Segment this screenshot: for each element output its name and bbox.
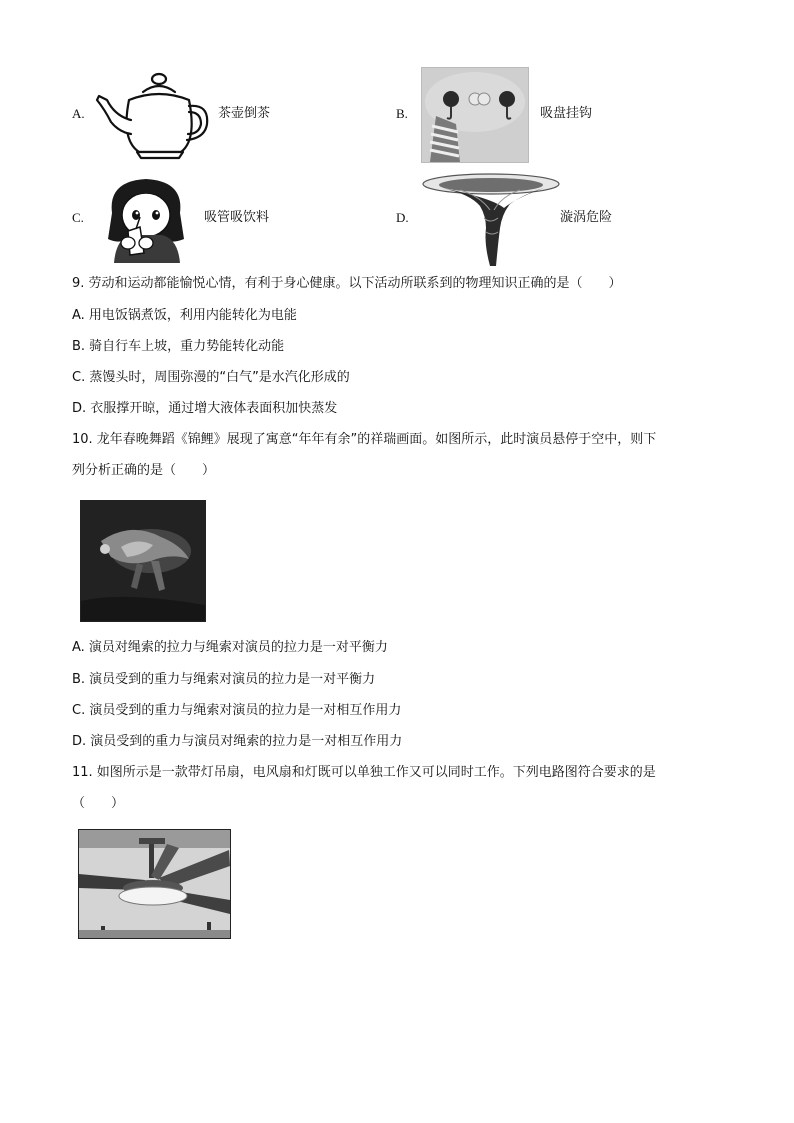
girl-drinking-straw-icon	[100, 173, 192, 263]
option-b-letter: B.	[396, 106, 408, 121]
q10-option-d: D. 演员受到的重力与演员对绳索的拉力是一对相互作用力	[72, 734, 403, 749]
option-d-letter: D.	[396, 210, 409, 225]
option-a-caption: 茶壶倒茶	[218, 106, 271, 121]
option-c-caption: 吸管吸饮料	[204, 210, 270, 225]
q11-stem-line2: （ ）	[72, 796, 125, 811]
q10-option-a: A. 演员对绳索的拉力与绳索对演员的拉力是一对平衡力	[72, 640, 388, 655]
option-b-caption: 吸盘挂钩	[540, 106, 593, 121]
q10-option-c: C. 演员受到的重力与绳索对演员的拉力是一对相互作用力	[72, 703, 402, 718]
suction-hooks-photo	[421, 67, 529, 163]
q9-stem: 9. 劳动和运动都能愉悦心情，有利于身心健康。以下活动所联系到的物理知识正确的是（ ）	[72, 276, 622, 291]
q9-option-d: D. 衣服撑开晾，通过增大液体表面积加快蒸发	[72, 401, 338, 416]
dancer-suspended-photo	[80, 500, 206, 622]
teapot-icon	[93, 70, 211, 162]
option-a-letter: A.	[72, 106, 85, 121]
q10-stem-line2: 列分析正确的是（ ）	[72, 463, 216, 478]
option-c-letter: C.	[72, 210, 84, 225]
q9-option-a: A. 用电饭锅煮饭，利用内能转化为电能	[72, 308, 297, 323]
q11-stem-line1: 11. 如图所示是一款带灯吊扇，电风扇和灯既可以单独工作又可以同时工作。下列电路图符合要求的是	[72, 765, 656, 780]
q9-option-c: C. 蒸馒头时，周围弥漫的“白气”是水汽化形成的	[72, 370, 350, 385]
q9-option-b: B. 骑自行车上坡，重力势能转化动能	[72, 339, 285, 354]
q10-stem-line1: 10. 龙年春晚舞蹈《锦鲤》展现了寓意“年年有余”的祥瑞画面。如图所示，此时演员悬停于空中，则下	[72, 432, 657, 447]
option-d-caption: 漩涡危险	[560, 210, 613, 225]
whirlpool-icon	[420, 170, 562, 268]
ceiling-fan-light-photo	[78, 829, 231, 939]
q10-option-b: B. 演员受到的重力与绳索对演员的拉力是一对平衡力	[72, 672, 376, 687]
